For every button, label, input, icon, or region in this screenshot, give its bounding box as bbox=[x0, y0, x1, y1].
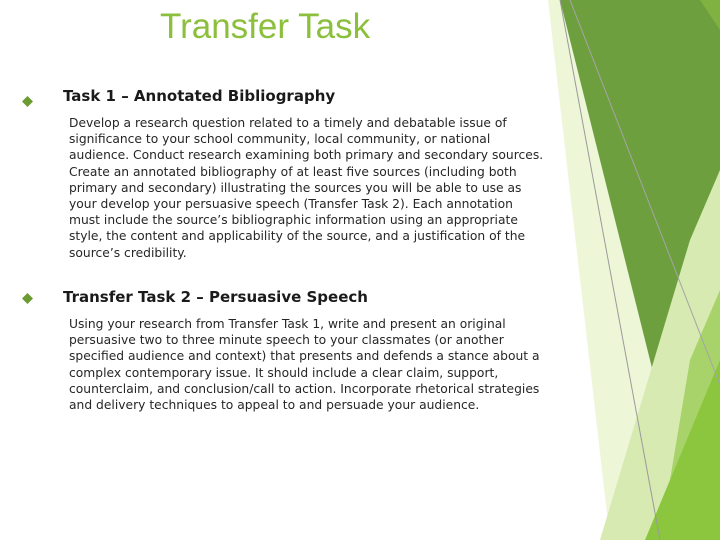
diamond-bullet-icon bbox=[22, 293, 33, 304]
task-1-description: Develop a research question related to a timely and debatable issue of significance to your school community, local community, or national audience. Conduct research examining both primary and secondary sources. Create an annotated bibliography of at least five sources (including both primary and secondary) illustrating the sources you will be able to use as your develop your persuasive speech (Transfer Task 2). Each annotation must include the source’s bibliographic information using an appropriate style, the content and applicability of the source, and a justification of the source’s credibility. bbox=[69, 116, 544, 260]
slide-title: Transfer Task bbox=[160, 7, 371, 46]
diamond-bullet-icon bbox=[22, 96, 33, 107]
task-2-description: Using your research from Transfer Task 1, write and present an original persuasive two to three minute speech to your classmates (or another specified audience and context) that presents and defends a stance about a complex contemporary issue. It should include a clear claim, support, counterclaim, and conclusion/call to action. Incorporate rhetorical strategies and delivery techniques to appeal to and persuade your audience. bbox=[69, 317, 540, 413]
task-1-heading: Task 1 – Annotated Bibliography bbox=[63, 87, 336, 105]
task-2-heading: Transfer Task 2 – Persuasive Speech bbox=[63, 288, 368, 306]
